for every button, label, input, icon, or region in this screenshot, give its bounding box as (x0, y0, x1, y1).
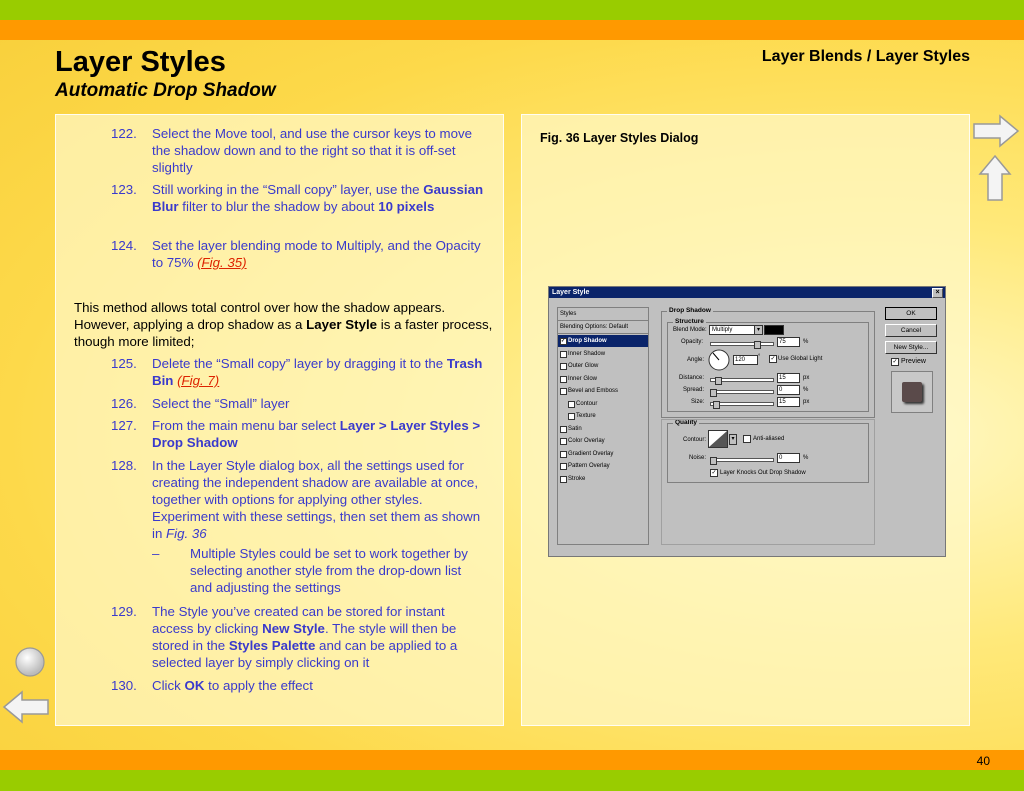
sub-text: Multiple Styles could be set to work together by selecting another style from the drop-down list and adjusting the settings (190, 546, 468, 595)
ok-button[interactable]: OK (885, 307, 937, 320)
step-text (152, 417, 485, 451)
cancel-button[interactable]: Cancel (885, 324, 937, 337)
style-item[interactable] (558, 423, 648, 435)
bottom-orange-band (0, 750, 1024, 770)
blending-options-item[interactable] (558, 321, 648, 334)
distance-slider-knob[interactable] (715, 377, 722, 385)
angle-input[interactable]: 120 (733, 355, 758, 365)
preview-thumbnail (891, 371, 933, 413)
step-text (152, 125, 485, 176)
style-item[interactable] (558, 385, 648, 397)
top-green-band (0, 0, 1024, 20)
style-item-label: Color Overlay (568, 438, 605, 444)
dialog-titlebar[interactable] (549, 287, 945, 298)
size-slider-knob[interactable] (713, 401, 720, 409)
style-item[interactable] (558, 460, 648, 472)
spread-input[interactable]: 0 (777, 385, 800, 395)
step-bold-term: New Style (262, 621, 325, 636)
style-item-label: Satin (568, 425, 582, 432)
figure-link[interactable]: (Fig. 7) (177, 373, 220, 388)
angle-label: Angle: (687, 357, 705, 363)
knocks-out-label: Layer Knocks Out Drop Shadow (720, 470, 806, 476)
bottom-green-band (0, 770, 1024, 791)
style-checkbox[interactable] (560, 476, 567, 483)
step-number: 123. (111, 182, 137, 197)
style-checkbox[interactable] (560, 363, 567, 370)
size-input[interactable]: 15 (777, 397, 800, 407)
close-icon[interactable]: × (932, 288, 943, 298)
noise-label: Noise: (689, 455, 707, 461)
style-checkbox[interactable] (568, 413, 575, 420)
step-number: 125. (111, 356, 137, 371)
style-item[interactable] (558, 373, 648, 385)
step-text-part: filter to blur the shadow by about (178, 199, 379, 214)
step-number: 122. (111, 126, 137, 141)
noise-unit: % (803, 455, 809, 461)
home-circle-icon[interactable] (14, 646, 46, 678)
spread-unit: % (803, 387, 809, 393)
figure-panel (521, 114, 970, 726)
chevron-down-icon: ▾ (754, 326, 762, 334)
step-text-part: and can be applied to a selected layer by simply clicking on it (152, 638, 458, 670)
contour-label: Contour: (683, 437, 707, 443)
step-text (152, 237, 485, 271)
style-item[interactable] (558, 335, 648, 347)
step-text-part: Set the layer blending mode to Multiply, and the Opacity to 75% (152, 238, 481, 270)
figure-reference: Fig. 36 (166, 526, 207, 541)
dialog-title: Layer Style (552, 289, 590, 296)
opacity-unit: % (803, 339, 809, 345)
step-bold-term: OK (184, 678, 205, 693)
step-number: 127. (111, 418, 137, 433)
step-text (152, 355, 485, 389)
step-text-part: The Style you’ve created can be stored for instant access by clicking (152, 604, 445, 636)
styles-header-label: Styles (560, 311, 577, 317)
style-item-label: Bevel and Emboss (568, 388, 619, 394)
blend-mode-value: Multiply (712, 327, 733, 333)
step-text (152, 603, 485, 671)
step-bold-term: Trash Bin (152, 356, 483, 388)
style-checkbox[interactable] (560, 388, 567, 395)
spread-label: Spread: (683, 387, 705, 393)
step-bold-term: Layer > Layer Styles > Drop Shadow (152, 418, 481, 450)
style-item[interactable] (558, 398, 648, 410)
step-text-part: Click (152, 678, 185, 693)
page-number: 40 (976, 754, 990, 768)
opacity-slider-knob[interactable] (754, 341, 761, 349)
spread-slider[interactable] (710, 390, 774, 394)
step-number: 129. (111, 604, 137, 619)
paragraph-bold: Layer Style (306, 317, 378, 332)
step-number: 130. (111, 678, 137, 693)
style-checkbox[interactable] (568, 401, 575, 408)
contour-dropdown-arrow[interactable]: ▾ (729, 434, 737, 445)
up-arrow-icon[interactable] (978, 154, 1012, 202)
anti-aliased-label: Anti-aliased (753, 436, 785, 442)
style-item[interactable] (558, 435, 648, 447)
structure-group-title: Structure (675, 318, 704, 325)
layer-style-dialog (548, 286, 946, 557)
style-checkbox[interactable] (560, 451, 567, 458)
style-item[interactable] (558, 473, 648, 485)
style-item-label: Inner Glow (568, 375, 598, 382)
styles-list (557, 307, 649, 545)
step-bold-term: Styles Palette (228, 638, 316, 653)
step-text-part: Select the “Small” layer (152, 396, 290, 411)
step-bold-term: Gaussian Blur (152, 182, 484, 214)
style-item-label: Stroke (568, 475, 586, 482)
noise-input[interactable]: 0 (777, 453, 800, 463)
style-item-label: Contour (576, 400, 598, 407)
style-item[interactable] (558, 410, 648, 422)
previous-arrow-icon[interactable] (2, 690, 50, 724)
paragraph-text: This method allows total control over how the shadow appears. However, applying a drop shadow as a (74, 300, 446, 332)
step-text-part: to apply the effect (204, 678, 313, 693)
use-global-light-checkbox[interactable]: ✓ (770, 356, 776, 362)
style-checkbox[interactable] (560, 351, 567, 358)
section-title: Layer Blends / Layer Styles (761, 48, 970, 65)
step-text-part: In the Layer Style dialog box, all the settings used for creating the independent shadow are available at once, together with options for applying other styles. Experiment with these settings, then set them as shown in (152, 458, 481, 541)
blend-mode-label: Blend Mode: (673, 327, 707, 333)
size-label: Size: (691, 399, 705, 405)
styles-header[interactable] (558, 308, 648, 321)
step-text-part: Delete the “Small copy” layer by dragging it to the (152, 356, 447, 371)
opacity-input[interactable]: 75 (777, 337, 800, 347)
knocks-out-checkbox[interactable]: ✓ (711, 470, 717, 476)
step-text (152, 457, 485, 542)
style-item-label: Drop Shadow (568, 338, 607, 344)
style-checkbox[interactable] (560, 376, 567, 383)
style-checkbox[interactable] (560, 463, 567, 470)
step-text (152, 677, 485, 694)
sub-dash: – (152, 546, 160, 561)
next-arrow-icon[interactable] (972, 114, 1020, 148)
preview-label: Preview (901, 358, 926, 365)
step-text-part: From the main menu bar select (152, 418, 340, 433)
shadow-color-swatch[interactable] (764, 325, 784, 335)
angle-dial[interactable] (708, 349, 730, 371)
opacity-label: Opacity: (681, 339, 704, 345)
step-text (152, 395, 485, 412)
blending-options-label: Blending Options: Default (560, 324, 629, 330)
new-style-button[interactable]: New Style... (885, 341, 937, 354)
intro-paragraph (74, 299, 494, 350)
step-text-part: Still working in the “Small copy” layer, use the (152, 182, 424, 197)
drop-shadow-group-title: Drop Shadow (669, 307, 711, 314)
step-text-part: . The style will then be stored in the (152, 621, 457, 653)
figure-link[interactable]: (Fig. 35) (197, 255, 247, 270)
step-bold-term: 10 pixels (378, 199, 435, 214)
distance-input[interactable]: 15 (777, 373, 800, 383)
step-text-part: Select the Move tool, and use the cursor keys to move the shadow down and to the right so that it is off-set slightly (152, 126, 473, 175)
page-subtitle: Automatic Drop Shadow (55, 80, 276, 101)
style-item-label: Texture (576, 413, 596, 419)
quality-group-title: Quality (675, 419, 698, 426)
style-item-label: Inner Shadow (568, 350, 606, 357)
distance-label: Distance: (679, 375, 705, 381)
style-item[interactable] (558, 360, 648, 372)
distance-unit: px (803, 375, 810, 381)
style-item[interactable] (558, 348, 648, 360)
step-number: 128. (111, 458, 137, 473)
style-item[interactable] (558, 448, 648, 460)
preview-checkbox[interactable]: ✓ (892, 359, 898, 365)
step-text (152, 181, 485, 215)
page-title: Layer Styles (55, 46, 226, 78)
step-number: 124. (111, 238, 137, 253)
top-orange-band (0, 20, 1024, 40)
preview-square (902, 382, 922, 402)
style-checkbox[interactable] (560, 426, 567, 433)
instructions-panel (55, 114, 504, 726)
style-item-label: Outer Glow (568, 363, 599, 369)
step-number: 126. (111, 396, 137, 411)
style-checkbox[interactable] (560, 438, 567, 445)
paragraph-text-end: is a faster process, though more limited; (74, 317, 493, 349)
blend-mode-select[interactable] (709, 325, 763, 335)
options-area (661, 419, 875, 545)
degree-symbol: ° (758, 354, 761, 360)
use-global-light-label: Use Global Light (778, 356, 823, 362)
style-item-label: Pattern Overlay (568, 463, 610, 469)
style-item-label: Gradient Overlay (568, 450, 614, 457)
style-checkbox[interactable]: ✓ (561, 338, 566, 344)
spread-slider-knob[interactable] (710, 389, 717, 397)
figure-caption: Fig. 36 Layer Styles Dialog (540, 131, 699, 145)
opacity-slider[interactable] (710, 342, 774, 346)
size-unit: px (803, 399, 810, 405)
